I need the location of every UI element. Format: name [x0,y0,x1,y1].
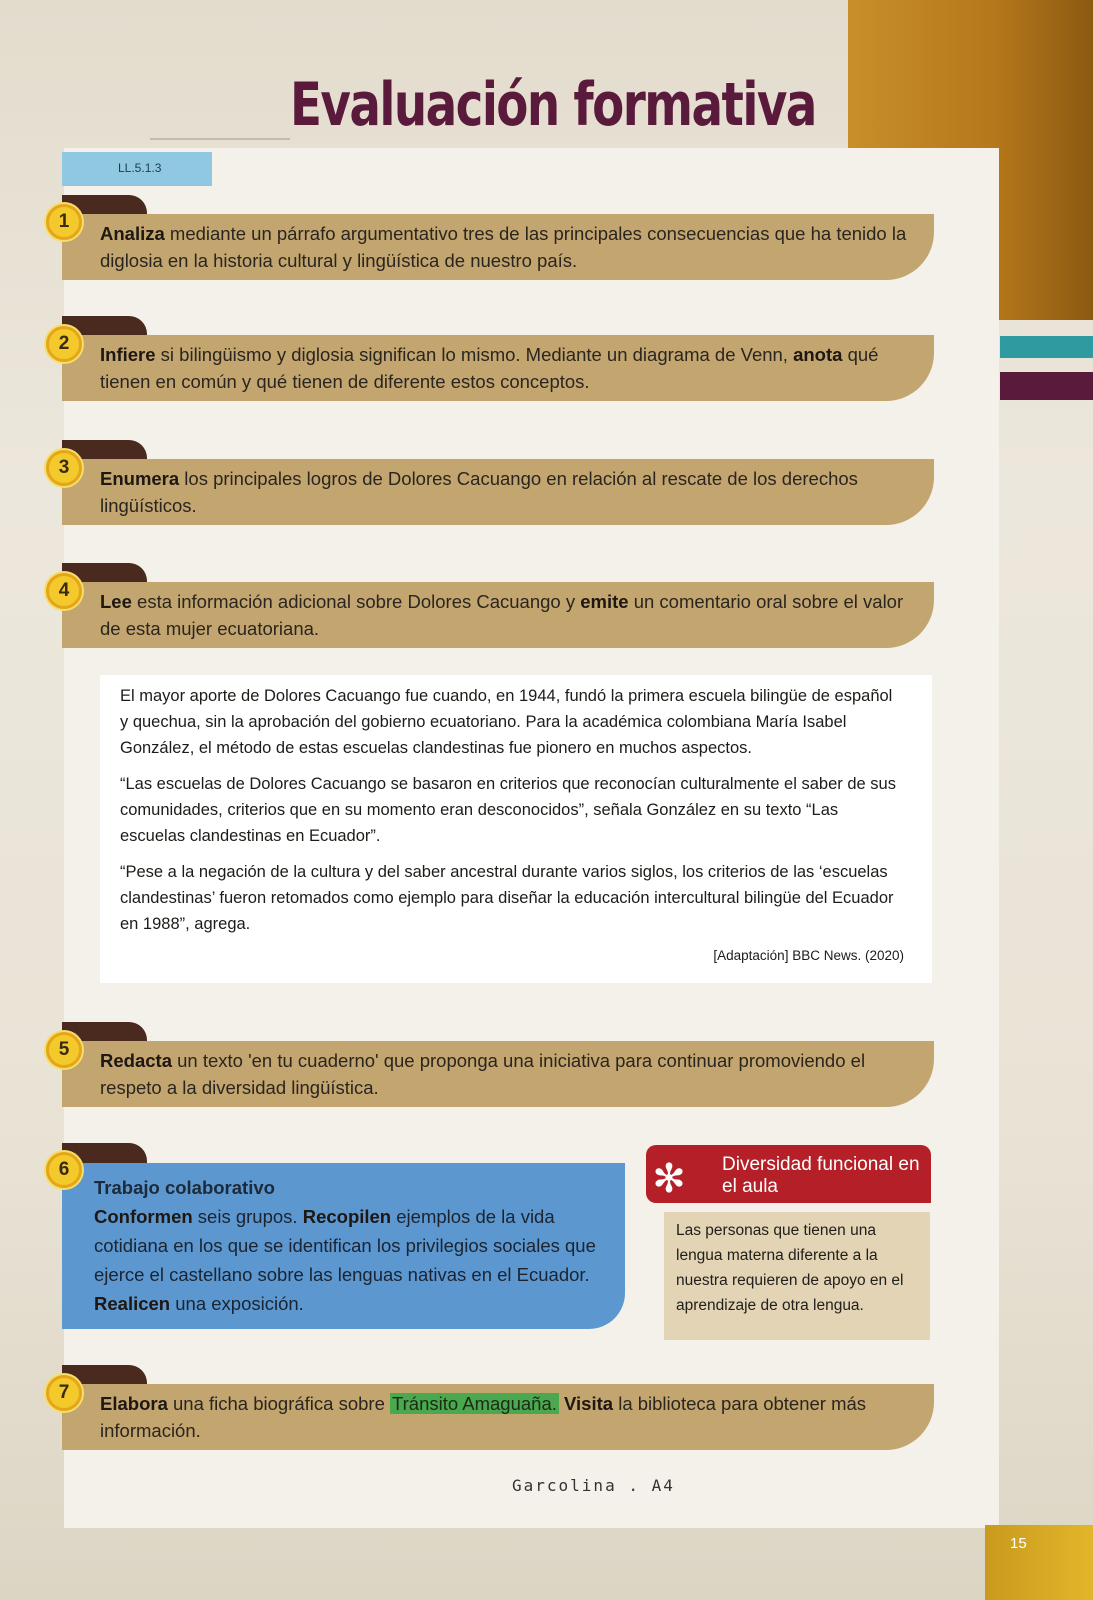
reading-source: [Adaptación] BBC News. (2020) [713,948,904,963]
task-5 [62,1041,934,1107]
flower-icon: ✻ [652,1157,686,1201]
decorative-strip-teal [1000,336,1093,358]
task-text: una ficha biográfica sobre [167,1393,390,1414]
task-verb: Visita [558,1393,614,1414]
task-2 [62,335,934,401]
task-verb: emite [580,591,629,612]
task-text: la biblioteca para obtener más información. [100,1393,867,1441]
task-text: seis grupos. [192,1206,303,1227]
task-verb: Elabora [100,1393,168,1414]
task-text: los principales logros de Dolores Cacuango en relación al rescate de los derechos lingüísticos. [100,468,858,516]
task-text: una exposición. [170,1293,304,1314]
task-text: si bilingüismo y diglosia significan lo mismo. Mediante un diagrama de Venn, [155,344,794,365]
page-title: Evaluación formativa [290,70,816,140]
task-number-badge: 6 [46,1152,82,1188]
task-verb: Lee [100,591,132,612]
page-number: 15 [1010,1535,1027,1552]
task-3 [62,459,934,525]
collaborative-title: Trabajo colaborativo [94,1177,275,1198]
task-text: mediante un párrafo argumentativo tres de las principales consecuencias que ha tenido la diglosia en la historia cultural y lingüística de nuestro país. [100,223,907,271]
task-text: ejemplos de la vida cotidiana en los que se identifican los privilegios sociales que ejerce el castellano sobre las lenguas nativas en el Ecuador. [94,1206,596,1285]
task-number-badge: 2 [46,326,82,362]
task-verb: Conformen [94,1206,193,1227]
skill-code-tag: LL.5.1.3 [62,152,212,186]
task-1 [62,214,934,280]
task-4 [62,582,934,648]
highlighted-text: Tránsito Amaguaña. [392,1393,557,1414]
task-verb: Enumera [100,468,180,489]
task-text: un texto 'en tu cuaderno' que proponga una iniciativa para continuar promoviendo el respeto a la diversidad lingüística. [100,1050,866,1098]
task-text: esta información adicional sobre Dolores Cacuango y [131,591,581,612]
task-7 [62,1384,934,1450]
reading-paragraph: El mayor aporte de Dolores Cacuango fue cuando, en 1944, fundó la primera escuela bilingüe de español y quechua, sin la aprobación del gobierno ecuatoriano. Para la académica colombiana María Isabel González, el método de estas escuelas clandestinas fue pionero en muchos aspectos. [120,687,893,757]
task-verb: Redacta [100,1050,172,1071]
diversity-header: Diversidad funcional en el aula [646,1145,931,1203]
decorative-strip-maroon [1000,372,1093,400]
task-verb: anota [793,344,843,365]
reading-paragraph: “Pese a la negación de la cultura y del saber ancestral durante varios siglos, los criterios de las ‘escuelas clandestinas’ fueron retomados como ejemplo para diseñar la educación intercultural bilingüe del Ecuador en 1988”, agrega. [120,863,894,933]
task-text: un comentario oral sobre el valor de esta mujer ecuatoriana. [100,591,904,639]
collaborative-text [94,1202,605,1318]
task-verb: Infiere [100,344,156,365]
page-tab [985,1525,1093,1600]
title-rule [150,138,290,140]
handwritten-note: Garcolina . A4 [512,1476,675,1495]
task-number-badge: 4 [46,573,82,609]
task-verb: Realicen [94,1293,171,1314]
task-verb: Analiza [100,223,165,244]
task-text: qué tienen en común y qué tienen de diferente estos conceptos. [100,344,879,392]
task-number-badge: 7 [46,1375,82,1411]
task-number-badge: 3 [46,450,82,486]
task-number-badge: 1 [46,204,82,240]
diversity-body: Las personas que tienen una lengua materna diferente a la nuestra requieren de apoyo en el aprendizaje de otra lengua. [664,1212,930,1340]
collaborative-box [62,1163,625,1329]
reading-paragraph: “Las escuelas de Dolores Cacuango se basaron en criterios que reconocían culturalmente el saber de sus comunidades, criterios que en su momento eran desconocidos”, señala González en su texto “Las escuelas clandestinas en Ecuador”. [120,775,896,845]
task-number-badge: 5 [46,1032,82,1068]
task-verb: Recopilen [302,1206,392,1227]
reading-box [100,675,932,983]
